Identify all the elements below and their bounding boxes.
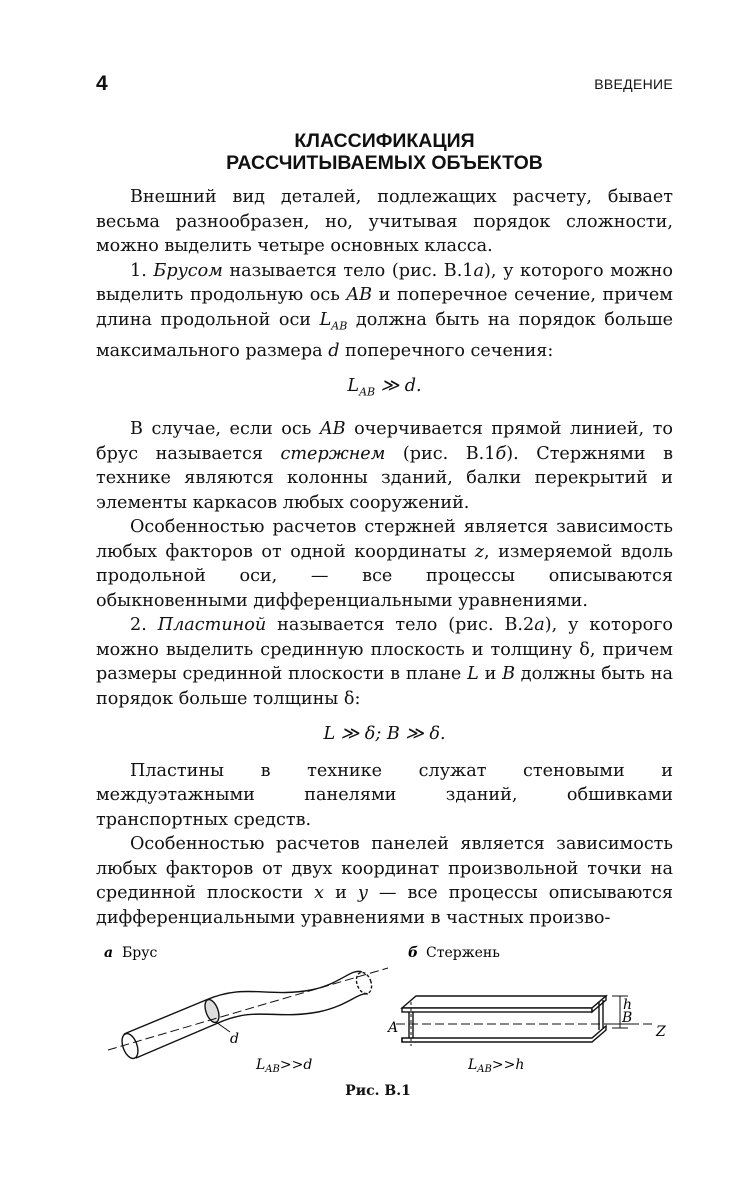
- beam-relation: $L_{AB}>>d$: [256, 1057, 313, 1075]
- panel-b-title: Стержень: [426, 945, 500, 961]
- figure-caption: Рис. В.1: [345, 1083, 411, 1099]
- section-title: [96, 130, 673, 174]
- beam-drawing: [108, 968, 388, 1061]
- paragraph-plate-definition: 2. Пластиной называется тело (рис. В.2а), у которого можно выделить срединную плоскость и толщину δ, причем размеры срединной плоскости в плане L и B должны быть на порядок больше толщины δ:: [96, 615, 674, 709]
- rod-b-label: B: [622, 1010, 633, 1026]
- section-title-line-1: КЛАССИФИКАЦИЯ: [294, 130, 475, 152]
- rod-relation: $L_{AB}>>h$: [468, 1057, 525, 1075]
- figure-b1: [96, 938, 673, 1075]
- panel-a-title: Брус: [122, 945, 158, 961]
- formula-beam: $L_{AB}$ ≫ d.: [347, 376, 422, 399]
- paragraph-beam-definition: 1. Брусом называется тело (рис. В.1а), у которого можно выделить продольную ось AB и поперечное сечение, причем длина продольной оси $L_{AB}$ должна быть на порядок больше максимального размера d поперечного сечения:: [96, 260, 674, 361]
- rod-a-label: A: [388, 1020, 399, 1036]
- paragraph-plate-usage: Пластины в технике служат стеновыми и междуэтажными панелями зданий, обшивками транспортных средств.: [96, 760, 673, 830]
- section-title-line-2: РАССЧИТЫВАЕМЫХ ОБЪЕКТОВ: [226, 152, 543, 174]
- running-head: ВВЕДЕНИЕ: [594, 76, 673, 92]
- rod-h-label: h: [623, 997, 633, 1013]
- beam-d-label: d: [230, 1031, 239, 1047]
- paragraph-rod-definition: В случае, если ось AB очерчивается прямой линией, то брус называется стержнем (рис. В.1б). Стержнями в технике являются колонны зданий, балки перекрытий и элементы каркасов любых сооружений.: [96, 419, 674, 513]
- figure-b1-drawing: [96, 938, 673, 1075]
- page-number: 4: [96, 72, 108, 95]
- formula-plate: L ≫ δ; B ≫ δ.: [323, 724, 446, 745]
- panel-b-letter: б: [408, 945, 419, 961]
- rod-drawing: [396, 996, 656, 1046]
- paragraph-intro: Внешний вид деталей, подлежащих расчету, бывает весьма разнообразен, но, учитывая порядок сложности, можно выделить четыре основных класса.: [96, 187, 673, 256]
- rod-z-label: Z: [656, 1024, 666, 1040]
- body-text: [96, 185, 673, 930]
- paragraph-panel-calculation: Особенностью расчетов панелей является зависимость любых факторов от двух координат произвольной точки на срединной плоскости x и y — все процессы описываются дифференциальными уравнениями в частных произво-: [96, 834, 673, 928]
- panel-a-letter: а: [104, 945, 114, 961]
- paragraph-rod-calculation: Особенностью расчетов стержней является зависимость любых факторов от одной координаты z, измеряемой вдоль продольной оси, — все процессы описываются обыкновенными дифференциальными уравнениями.: [96, 517, 673, 611]
